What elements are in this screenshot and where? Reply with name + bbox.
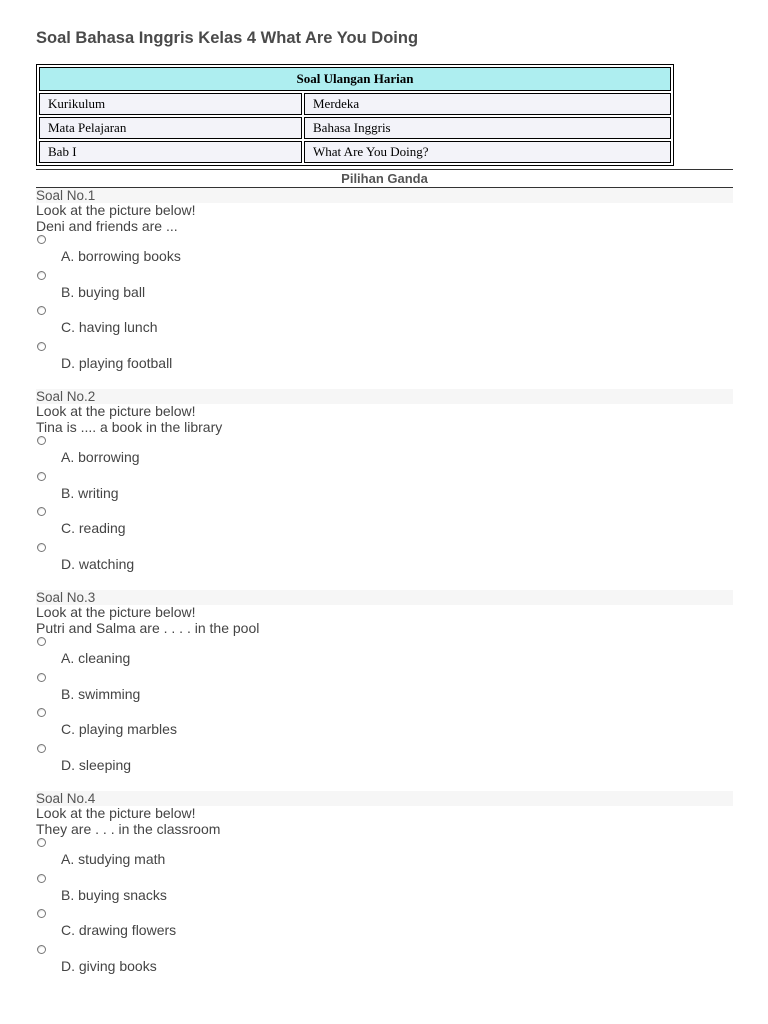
answer-option[interactable]	[36, 234, 733, 270]
option-label: A. studying math	[61, 851, 166, 867]
question-4	[36, 791, 733, 980]
option-label: D. sleeping	[61, 757, 132, 774]
radio-button[interactable]	[37, 306, 46, 315]
radio-button[interactable]	[37, 637, 46, 646]
info-table-header: Soal Ulangan Harian	[39, 67, 671, 91]
radio-button[interactable]	[37, 708, 46, 717]
option-label: B. buying snacks	[61, 886, 167, 903]
info-table-row	[39, 141, 671, 163]
radio-button[interactable]	[37, 838, 46, 847]
radio-button[interactable]	[37, 945, 46, 954]
answer-option[interactable]	[36, 908, 733, 944]
answer-option[interactable]	[36, 506, 733, 542]
section-divider	[36, 169, 733, 170]
page-title: Soal Bahasa Inggris Kelas 4 What Are You Doing	[36, 29, 419, 47]
option-label: C. having lunch	[61, 319, 158, 336]
answer-option[interactable]	[36, 672, 733, 708]
radio-button[interactable]	[37, 543, 46, 552]
option-label: A. borrowing	[61, 449, 140, 465]
question-1	[36, 188, 733, 377]
info-value: Bahasa Inggris	[304, 117, 671, 139]
question-2	[36, 389, 733, 578]
info-key: Kurikulum	[39, 93, 302, 115]
radio-button[interactable]	[37, 909, 46, 918]
info-table-row	[39, 117, 671, 139]
radio-button[interactable]	[37, 342, 46, 351]
question-prompt: Deni and friends are ...	[36, 217, 178, 234]
option-label: A. cleaning	[61, 650, 131, 666]
question-instruction: Look at the picture below!	[36, 202, 196, 218]
answer-option[interactable]	[36, 435, 733, 471]
question-number: Soal No.1	[36, 188, 733, 203]
answer-option[interactable]	[36, 542, 733, 578]
radio-button[interactable]	[37, 874, 46, 883]
answer-option[interactable]	[36, 305, 733, 341]
question-prompt: Putri and Salma are . . . . in the pool	[36, 619, 260, 636]
option-label: D. watching	[61, 556, 135, 573]
radio-button[interactable]	[37, 744, 46, 753]
answer-option[interactable]	[36, 270, 733, 306]
radio-button[interactable]	[37, 673, 46, 682]
answer-option[interactable]	[36, 341, 733, 377]
answer-option[interactable]	[36, 837, 733, 873]
question-prompt: They are . . . in the classroom	[36, 820, 221, 837]
radio-button[interactable]	[37, 472, 46, 481]
radio-button[interactable]	[37, 271, 46, 280]
radio-button[interactable]	[37, 235, 46, 244]
question-prompt: Tina is .... a book in the library	[36, 418, 223, 435]
option-label: C. playing marbles	[61, 721, 177, 738]
option-label: D. playing football	[61, 355, 173, 372]
answer-option[interactable]	[36, 944, 733, 980]
option-label: C. reading	[61, 520, 126, 537]
info-key: Bab I	[39, 141, 302, 163]
option-label: B. swimming	[61, 685, 141, 702]
option-label: B. writing	[61, 484, 119, 501]
question-instruction: Look at the picture below!	[36, 403, 196, 419]
question-3	[36, 590, 733, 779]
option-label: A. borrowing books	[61, 248, 181, 264]
option-label: D. giving books	[61, 958, 157, 975]
radio-button[interactable]	[37, 436, 46, 445]
answer-option[interactable]	[36, 873, 733, 909]
option-label: C. drawing flowers	[61, 922, 177, 939]
question-number: Soal No.4	[36, 791, 733, 806]
answer-option[interactable]	[36, 471, 733, 507]
info-value: Merdeka	[304, 93, 671, 115]
info-table-header-row	[39, 67, 671, 91]
question-instruction: Look at the picture below!	[36, 604, 196, 620]
info-key: Mata Pelajaran	[39, 117, 302, 139]
question-number: Soal No.2	[36, 389, 733, 404]
info-value: What Are You Doing?	[304, 141, 671, 163]
answer-option[interactable]	[36, 707, 733, 743]
answer-option[interactable]	[36, 743, 733, 779]
answer-option[interactable]	[36, 636, 733, 672]
option-label: B. buying ball	[61, 283, 146, 300]
question-number: Soal No.3	[36, 590, 733, 605]
radio-button[interactable]	[37, 507, 46, 516]
question-instruction: Look at the picture below!	[36, 805, 196, 821]
info-table-row	[39, 93, 671, 115]
section-title: Pilihan Ganda	[341, 171, 428, 186]
info-table	[36, 64, 674, 166]
